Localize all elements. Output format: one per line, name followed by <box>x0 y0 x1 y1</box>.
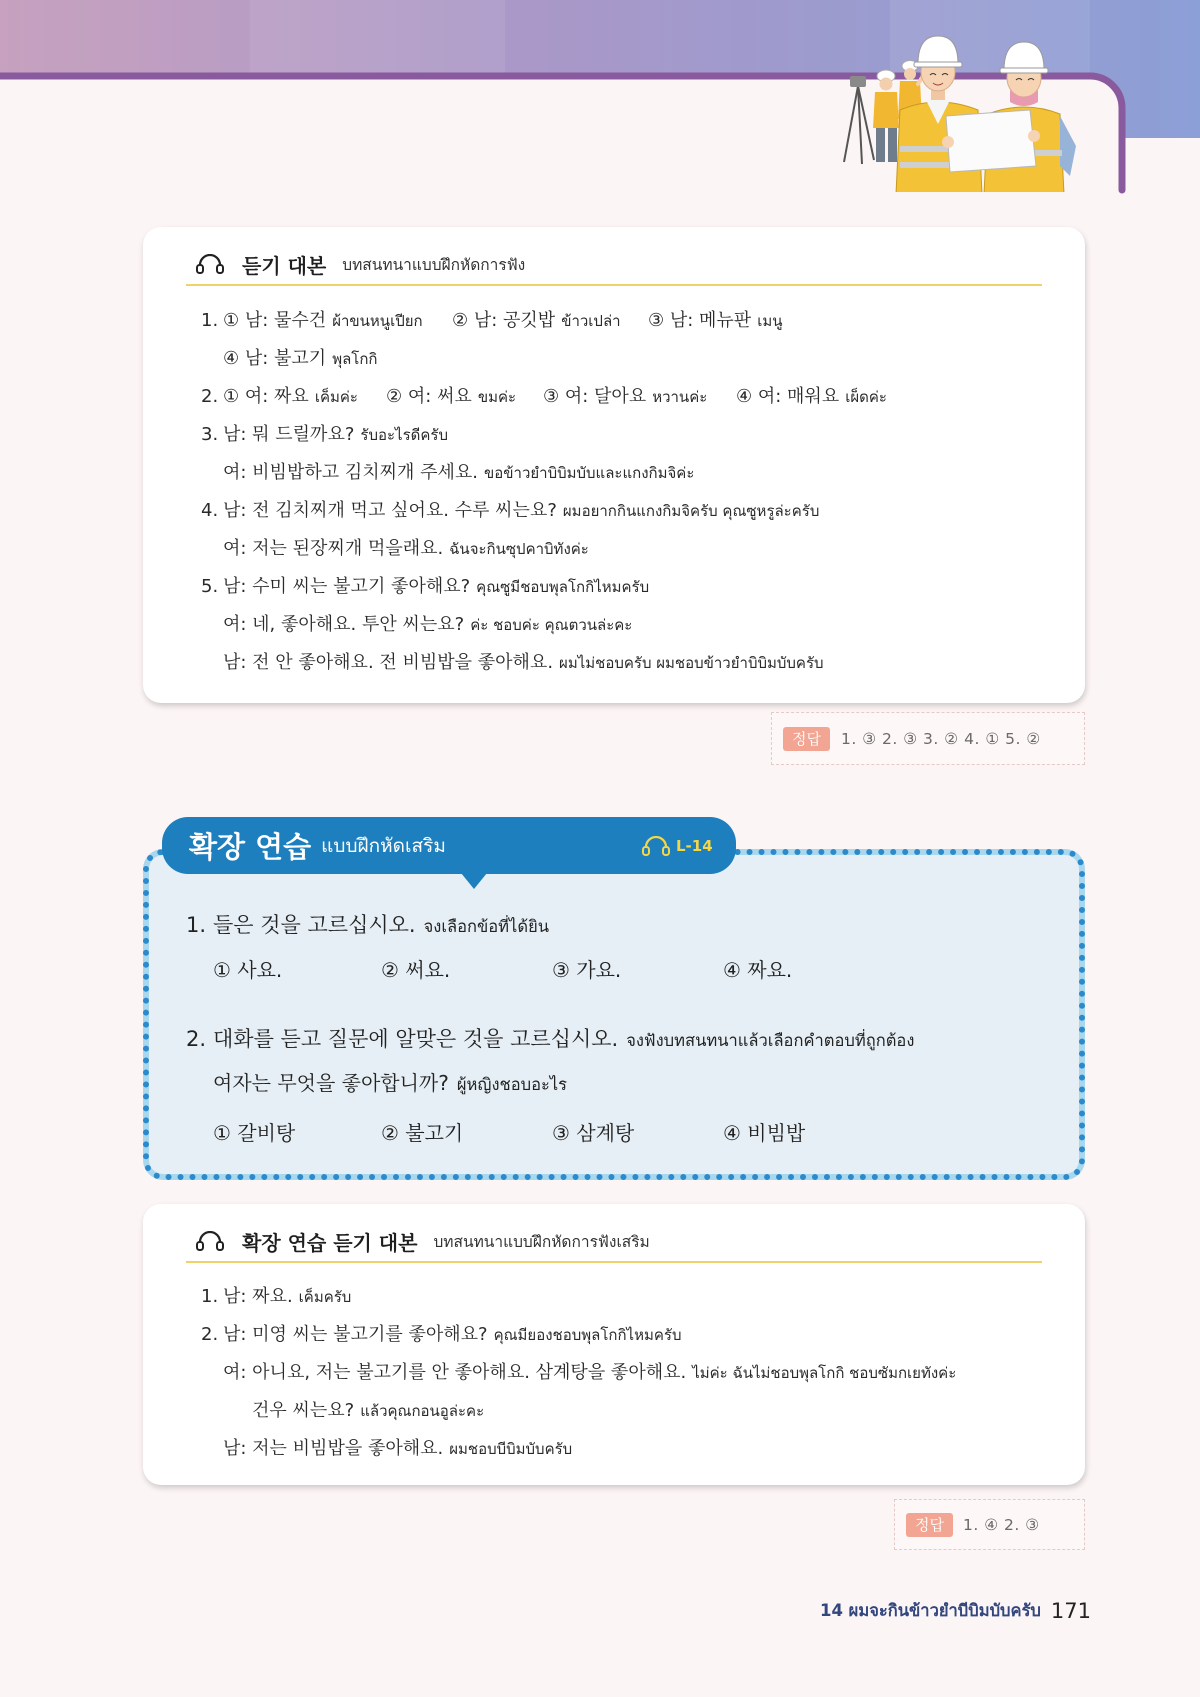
thai-text: แล้วคุณกอนอูล่ะคะ <box>360 1402 485 1420</box>
script-item <box>452 302 648 340</box>
korean-text: 여: 네, 좋아해요. 투안 씨는요? <box>223 614 465 635</box>
thai-text: ผมไม่ชอบครับ ผมชอบข้าวยำบิบิมบับครับ <box>559 654 824 672</box>
korean-text: 남: 수미 씨는 불고기 좋아해요? <box>223 576 471 597</box>
script-item <box>223 530 589 568</box>
chapter-title: 14 ผมจะกินข้าวยำบีบิมบับครับ <box>819 1601 1041 1620</box>
script-line <box>143 1354 1085 1392</box>
korean-text: 남: 미영 씨는 불고기를 좋아해요? <box>223 1324 488 1345</box>
q1-option-3: ③ 가요. <box>552 958 622 982</box>
thai-text: คุณมียองชอบพุลโกกิไหมครับ <box>493 1326 682 1344</box>
construction-workers-illustration <box>838 24 1088 192</box>
answer-text: 1. ④ 2. ③ <box>962 1515 1040 1534</box>
q1-option-2: ② 써요. <box>381 958 451 982</box>
practice-title-korean: 확장 연습 <box>189 830 312 864</box>
script-line <box>143 340 1085 378</box>
script-title: 듣기 대본 <box>242 253 327 278</box>
script-line <box>143 492 1085 530</box>
script-lines <box>143 302 1085 682</box>
question-2-prompt <box>213 1068 567 1100</box>
korean-text: 여: 저는 된장찌개 먹을래요. <box>223 538 444 559</box>
thai-text: เค็มครับ <box>298 1288 352 1306</box>
script-line <box>143 454 1085 492</box>
question-2 <box>186 1024 914 1056</box>
script-line <box>143 416 1085 454</box>
headphone-icon <box>195 254 225 274</box>
question-korean: 대화를 듣고 질문에 알맞은 것을 고르십시오. <box>213 1027 619 1051</box>
question-1 <box>186 910 549 942</box>
page-footer <box>820 1597 1091 1625</box>
line-number: 5. <box>201 576 219 597</box>
korean-text: ④ 여: 매워요 <box>736 386 840 407</box>
korean-text: 남: 짜요. <box>223 1286 293 1307</box>
question-korean: 들은 것을 고르십시오. <box>213 913 416 937</box>
script-line <box>143 606 1085 644</box>
q2-option-1: ① 갈비탕 <box>213 1121 296 1145</box>
thai-text: ขมค่ะ <box>477 388 517 406</box>
line-number: 3. <box>201 424 219 445</box>
extension-script-card <box>143 1204 1085 1485</box>
line-number: 1. <box>201 310 219 331</box>
script-line <box>143 378 1085 416</box>
script-line <box>143 1278 1085 1316</box>
script-item <box>223 644 824 682</box>
tab-pointer <box>461 873 487 889</box>
answer-badge: 정답 <box>906 1513 953 1537</box>
thai-text: เมนู <box>757 312 783 330</box>
practice-title <box>189 817 446 874</box>
thai-text: รับอะไรดีครับ <box>360 426 448 444</box>
thai-text: ไม่ค่ะ ฉันไม่ชอบพุลโกกิ ชอบซัมกเยทังค่ะ <box>692 1364 957 1382</box>
script-item <box>223 378 386 416</box>
korean-text: ① 남: 물수건 <box>223 310 327 331</box>
thai-text: ผ้าขนหนูเปียก <box>332 312 423 330</box>
headphone-icon <box>195 1231 225 1251</box>
page-number: 171 <box>1050 1599 1091 1623</box>
korean-text: ② 남: 공깃밥 <box>452 310 556 331</box>
korean-text: ③ 여: 달아요 <box>543 386 647 407</box>
korean-text: ④ 남: 불고기 <box>223 348 327 369</box>
script-header <box>195 248 525 280</box>
script-item <box>736 378 887 416</box>
background-worker <box>873 70 899 162</box>
q2-option-3: ③ 삼계탕 <box>552 1121 635 1145</box>
script-lines <box>143 1278 1085 1468</box>
question-number: 1. <box>186 913 207 937</box>
korean-text: 남: 뭐 드릴까요? <box>223 424 355 445</box>
script-subtitle: บทสนทนาแบบฝึกหัดการฟัง <box>342 255 526 274</box>
question-number: 2. <box>186 1027 207 1051</box>
thai-text: ฉันจะกินซุปคาบิทังค่ะ <box>449 540 589 558</box>
script-line <box>143 1430 1085 1468</box>
script-item <box>223 606 632 644</box>
line-number: 4. <box>201 500 219 521</box>
q2-option-2: ② 불고기 <box>381 1121 464 1145</box>
practice-title-thai: แบบฝึกหัดเสริม <box>321 834 446 857</box>
script-item <box>648 302 782 340</box>
thai-text: ขอข้าวยำบิบิมบับและแกงกิมจิค่ะ <box>484 464 695 482</box>
thai-text: คุณซูมีชอบพุลโกกิไหมครับ <box>476 578 650 596</box>
answer-box <box>894 1499 1085 1550</box>
korean-text: 여: 아니요, 저는 불고기를 안 좋아해요. 삼계탕을 좋아해요. <box>223 1362 687 1383</box>
script-item <box>223 302 452 340</box>
korean-text: 남: 저는 비빔밥을 좋아해요. <box>223 1438 444 1459</box>
prompt-korean: 여자는 무엇을 좋아합니까? <box>213 1071 449 1095</box>
header-underline <box>186 1261 1042 1263</box>
thai-text: ค่ะ ชอบค่ะ คุณตวนล่ะคะ <box>470 616 633 634</box>
script-item <box>223 454 694 492</box>
thai-text: ผมอยากกินแกงกิมจิครับ คุณซูหรูล่ะครับ <box>562 502 820 520</box>
script-header <box>195 1225 650 1257</box>
korean-text: 건우 씨는요? <box>252 1400 355 1421</box>
tripod-icon <box>844 76 874 164</box>
korean-text: ③ 남: 메뉴판 <box>648 310 752 331</box>
korean-text: 남: 전 김치찌개 먹고 싶어요. 수루 씨는요? <box>223 500 557 521</box>
answer-box <box>771 712 1085 765</box>
korean-text: 남: 전 안 좋아해요. 전 비빔밥을 좋아해요. <box>223 652 554 673</box>
script-line <box>143 1392 1085 1430</box>
thai-text: ข้าวเปล่า <box>561 312 621 330</box>
script-line <box>143 644 1085 682</box>
script-item <box>223 340 378 378</box>
script-line <box>143 1316 1085 1354</box>
script-item <box>386 378 543 416</box>
thai-text: ผมชอบบีบิมบับครับ <box>449 1440 573 1458</box>
script-item <box>223 416 448 454</box>
script-line <box>143 302 1085 340</box>
script-title: 확장 연습 듣기 대본 <box>242 1230 418 1255</box>
extension-practice-box <box>143 849 1085 1180</box>
q1-option-1: ① 사요. <box>213 958 283 982</box>
answer-badge: 정답 <box>783 727 830 751</box>
answer-text: 1. ③ 2. ③ 3. ② 4. ① 5. ② <box>840 729 1041 748</box>
thai-text: พุลโกกิ <box>332 350 378 368</box>
practice-title-tab <box>162 817 736 874</box>
thai-text: หวานค่ะ <box>652 388 708 406</box>
script-item <box>543 378 736 416</box>
question-thai: จงเลือกข้อที่ได้ยิน <box>423 917 550 936</box>
q1-option-4: ④ 짜요. <box>723 958 793 982</box>
korean-text: ① 여: 짜요 <box>223 386 309 407</box>
script-item <box>223 568 649 606</box>
audio-track <box>641 817 713 874</box>
thai-text: เค็มค่ะ <box>314 388 358 406</box>
blueprint-icon <box>942 110 1040 172</box>
prompt-thai: ผู้หญิงชอบอะไร <box>456 1075 568 1094</box>
question-thai: จงฟังบทสนทนาแล้วเลือกคำตอบที่ถูกต้อง <box>626 1031 915 1050</box>
script-line <box>143 568 1085 606</box>
korean-text: ② 여: 써요 <box>386 386 472 407</box>
korean-text: 여: 비빔밥하고 김치찌개 주세요. <box>223 462 478 483</box>
script-line <box>143 530 1085 568</box>
script-subtitle: บทสนทนาแบบฝึกหัดการฟังเสริม <box>433 1232 650 1251</box>
line-number: 1. <box>201 1286 219 1307</box>
line-number: 2. <box>201 1324 219 1345</box>
header-underline <box>186 284 1042 286</box>
thai-text: เผ็ดค่ะ <box>845 388 887 406</box>
script-item <box>223 492 819 530</box>
listening-script-card <box>143 227 1085 703</box>
line-number: 2. <box>201 386 219 407</box>
headphone-icon <box>641 836 671 856</box>
track-number: L-14 <box>676 836 713 855</box>
q2-option-4: ④ 비빔밥 <box>723 1121 806 1145</box>
